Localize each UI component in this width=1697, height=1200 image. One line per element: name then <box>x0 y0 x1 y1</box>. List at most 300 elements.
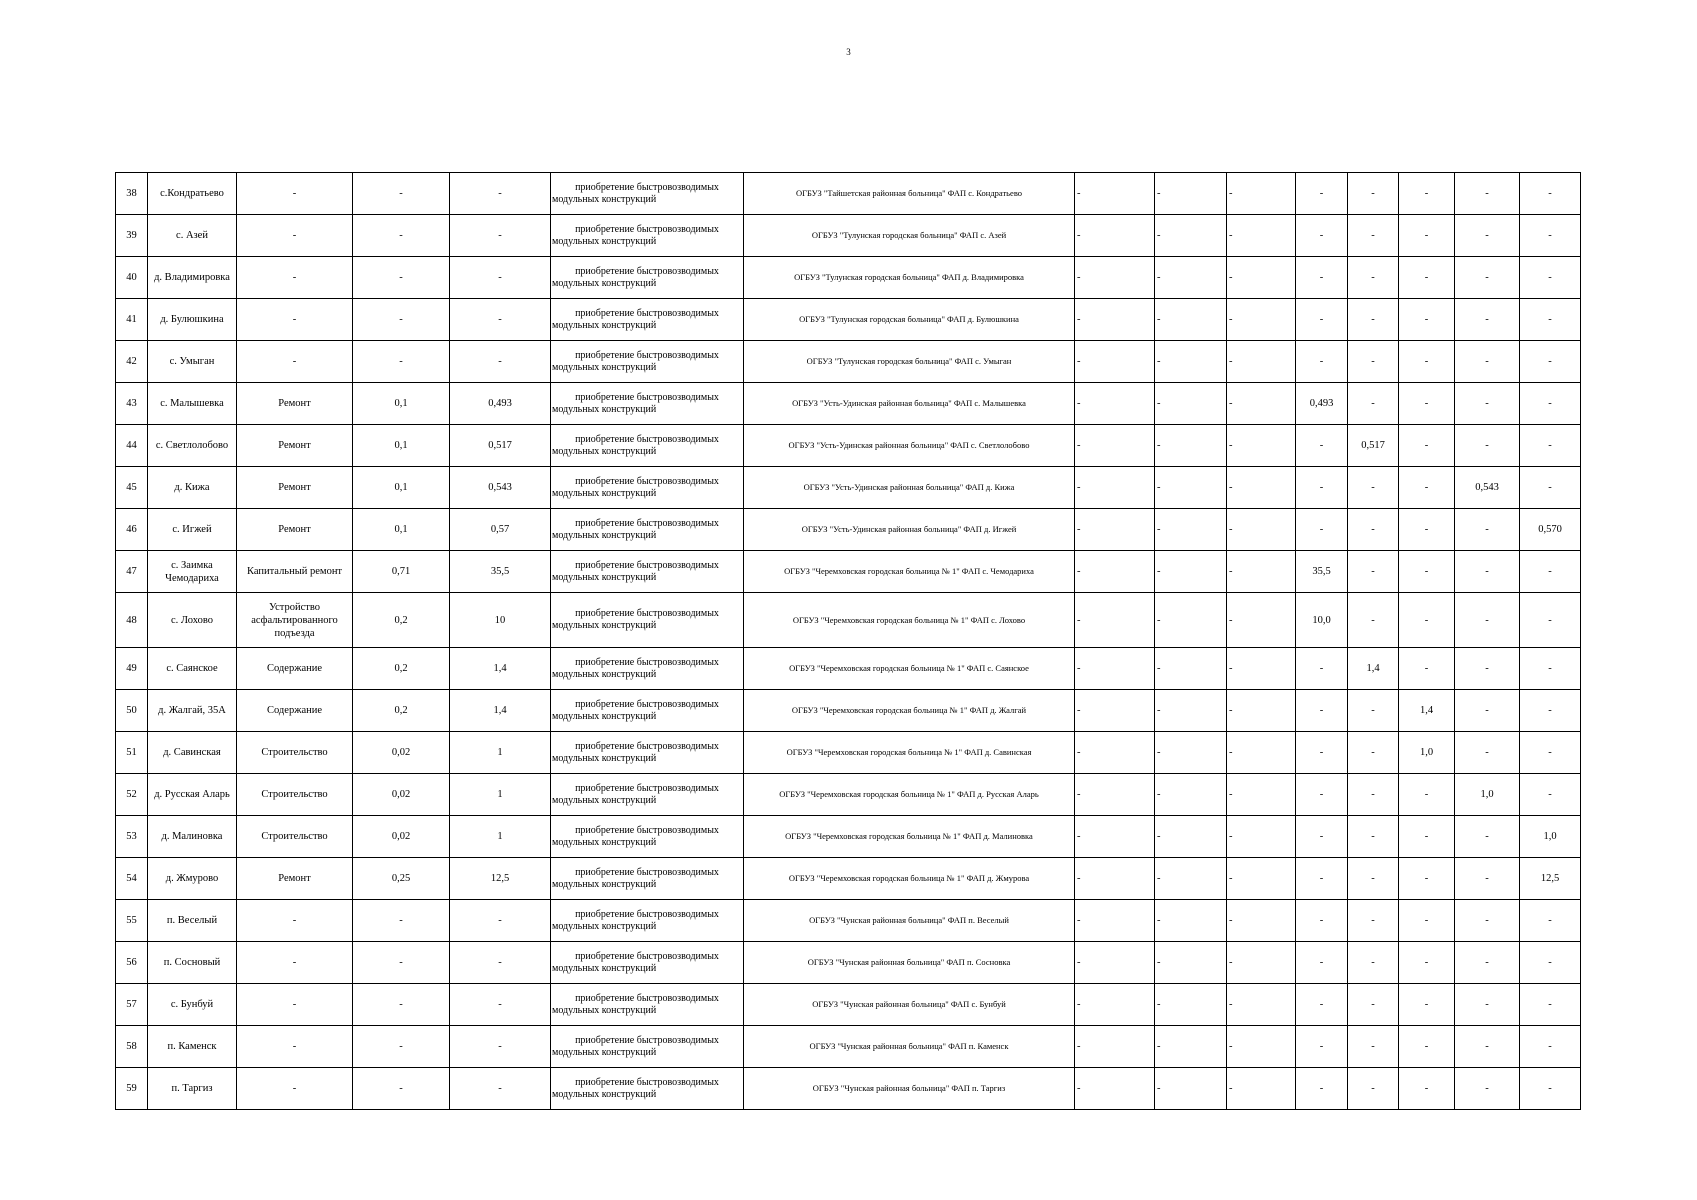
column-10-cell: - <box>1227 648 1296 690</box>
column-15-cell: - <box>1520 467 1581 509</box>
value-1-cell: - <box>353 341 450 383</box>
purpose-cell: приобретение быстровозводимых модульных конструкций <box>551 173 744 215</box>
purpose-cell: приобретение быстровозводимых модульных конструкций <box>551 648 744 690</box>
settlement-cell: п. Каменск <box>148 1026 237 1068</box>
column-10-cell: - <box>1227 299 1296 341</box>
organization-cell: ОГБУЗ "Тулунская городская больница" ФАП д. Владимировка <box>744 257 1075 299</box>
column-13-cell: - <box>1399 1068 1455 1110</box>
column-9-cell: - <box>1155 816 1227 858</box>
column-8-cell: - <box>1075 467 1155 509</box>
column-13-cell: - <box>1399 383 1455 425</box>
column-10-cell: - <box>1227 173 1296 215</box>
settlement-cell: п. Веселый <box>148 900 237 942</box>
table-row <box>116 257 1581 299</box>
column-8-cell: - <box>1075 383 1155 425</box>
column-14-cell: - <box>1455 648 1520 690</box>
work-type-cell: - <box>237 1068 353 1110</box>
value-1-cell: 0,25 <box>353 858 450 900</box>
table-row <box>116 215 1581 257</box>
column-15-cell: - <box>1520 383 1581 425</box>
column-13-cell: - <box>1399 816 1455 858</box>
column-13-cell: 1,0 <box>1399 732 1455 774</box>
settlement-cell: п. Таргиз <box>148 1068 237 1110</box>
value-1-cell: 0,2 <box>353 648 450 690</box>
table-row <box>116 858 1581 900</box>
column-14-cell: - <box>1455 383 1520 425</box>
column-13-cell: - <box>1399 774 1455 816</box>
column-11-cell: - <box>1296 900 1348 942</box>
column-10-cell: - <box>1227 383 1296 425</box>
column-10-cell: - <box>1227 467 1296 509</box>
column-11-cell: - <box>1296 816 1348 858</box>
value-2-cell: 35,5 <box>450 551 551 593</box>
column-14-cell: - <box>1455 900 1520 942</box>
column-14-cell: - <box>1455 732 1520 774</box>
column-15-cell: - <box>1520 257 1581 299</box>
column-10-cell: - <box>1227 858 1296 900</box>
table-row <box>116 425 1581 467</box>
table-row <box>116 1026 1581 1068</box>
column-9-cell: - <box>1155 732 1227 774</box>
column-9-cell: - <box>1155 299 1227 341</box>
row-number-cell: 41 <box>116 299 148 341</box>
column-9-cell: - <box>1155 257 1227 299</box>
column-9-cell: - <box>1155 690 1227 732</box>
column-11-cell: - <box>1296 1068 1348 1110</box>
organization-cell: ОГБУЗ "Черемховская городская больница № 1" ФАП д. Савинская <box>744 732 1075 774</box>
purpose-cell: приобретение быстровозводимых модульных конструкций <box>551 900 744 942</box>
column-9-cell: - <box>1155 858 1227 900</box>
organization-cell: ОГБУЗ "Чунская районная больница" ФАП с. Бунбуй <box>744 984 1075 1026</box>
column-8-cell: - <box>1075 257 1155 299</box>
work-type-cell: Капитальный ремонт <box>237 551 353 593</box>
row-number-cell: 58 <box>116 1026 148 1068</box>
organization-cell: ОГБУЗ "Черемховская городская больница № 1" ФАП д. Жмурова <box>744 858 1075 900</box>
row-number-cell: 38 <box>116 173 148 215</box>
work-type-cell: Содержание <box>237 690 353 732</box>
value-2-cell: - <box>450 341 551 383</box>
value-1-cell: 0,2 <box>353 690 450 732</box>
column-9-cell: - <box>1155 215 1227 257</box>
row-number-cell: 59 <box>116 1068 148 1110</box>
column-8-cell: - <box>1075 900 1155 942</box>
column-8-cell: - <box>1075 858 1155 900</box>
organization-cell: ОГБУЗ "Усть-Удинская районная больница" ФАП с. Светлолобово <box>744 425 1075 467</box>
column-14-cell: - <box>1455 509 1520 551</box>
column-9-cell: - <box>1155 774 1227 816</box>
purpose-cell: приобретение быстровозводимых модульных конструкций <box>551 593 744 648</box>
column-8-cell: - <box>1075 551 1155 593</box>
table-row <box>116 648 1581 690</box>
column-9-cell: - <box>1155 341 1227 383</box>
work-type-cell: Ремонт <box>237 467 353 509</box>
column-10-cell: - <box>1227 215 1296 257</box>
purpose-cell: приобретение быстровозводимых модульных конструкций <box>551 1026 744 1068</box>
column-15-cell: - <box>1520 299 1581 341</box>
column-12-cell: - <box>1348 1068 1399 1110</box>
column-8-cell: - <box>1075 299 1155 341</box>
value-2-cell: - <box>450 1068 551 1110</box>
purpose-cell: приобретение быстровозводимых модульных конструкций <box>551 690 744 732</box>
value-2-cell: - <box>450 942 551 984</box>
value-1-cell: - <box>353 900 450 942</box>
purpose-cell: приобретение быстровозводимых модульных конструкций <box>551 942 744 984</box>
row-number-cell: 43 <box>116 383 148 425</box>
table-row <box>116 774 1581 816</box>
column-14-cell: - <box>1455 173 1520 215</box>
column-10-cell: - <box>1227 257 1296 299</box>
column-13-cell: 1,4 <box>1399 690 1455 732</box>
column-9-cell: - <box>1155 467 1227 509</box>
column-15-cell: - <box>1520 732 1581 774</box>
purpose-cell: приобретение быстровозводимых модульных конструкций <box>551 425 744 467</box>
row-number-cell: 54 <box>116 858 148 900</box>
work-type-cell: - <box>237 215 353 257</box>
organization-cell: ОГБУЗ "Усть-Удинская районная больница" ФАП с. Малышевка <box>744 383 1075 425</box>
purpose-cell: приобретение быстровозводимых модульных конструкций <box>551 467 744 509</box>
settlement-cell: с. Игжей <box>148 509 237 551</box>
work-type-cell: - <box>237 942 353 984</box>
settlement-cell: д. Булюшкина <box>148 299 237 341</box>
row-number-cell: 56 <box>116 942 148 984</box>
column-13-cell: - <box>1399 942 1455 984</box>
settlement-cell: с. Бунбуй <box>148 984 237 1026</box>
column-11-cell: - <box>1296 648 1348 690</box>
purpose-cell: приобретение быстровозводимых модульных конструкций <box>551 215 744 257</box>
column-11-cell: 10,0 <box>1296 593 1348 648</box>
column-12-cell: - <box>1348 774 1399 816</box>
value-1-cell: 0,02 <box>353 816 450 858</box>
work-type-cell: Строительство <box>237 816 353 858</box>
settlement-cell: с. Заимка Чемодариха <box>148 551 237 593</box>
column-13-cell: - <box>1399 257 1455 299</box>
column-13-cell: - <box>1399 900 1455 942</box>
column-11-cell: - <box>1296 942 1348 984</box>
column-11-cell: - <box>1296 341 1348 383</box>
value-2-cell: 0,493 <box>450 383 551 425</box>
column-11-cell: - <box>1296 425 1348 467</box>
value-2-cell: 0,517 <box>450 425 551 467</box>
column-9-cell: - <box>1155 383 1227 425</box>
purpose-cell: приобретение быстровозводимых модульных конструкций <box>551 774 744 816</box>
column-11-cell: 0,493 <box>1296 383 1348 425</box>
settlement-cell: д. Владимировка <box>148 257 237 299</box>
column-8-cell: - <box>1075 1068 1155 1110</box>
column-15-cell: - <box>1520 1026 1581 1068</box>
column-11-cell: - <box>1296 257 1348 299</box>
purpose-cell: приобретение быстровозводимых модульных конструкций <box>551 816 744 858</box>
settlement-cell: п. Сосновый <box>148 942 237 984</box>
column-15-cell: - <box>1520 215 1581 257</box>
settlement-cell: с. Лохово <box>148 593 237 648</box>
table-row <box>116 509 1581 551</box>
column-11-cell: - <box>1296 467 1348 509</box>
organization-cell: ОГБУЗ "Тайшетская районная больница" ФАП с. Кондратьево <box>744 173 1075 215</box>
table-row <box>116 383 1581 425</box>
column-8-cell: - <box>1075 593 1155 648</box>
column-12-cell: - <box>1348 509 1399 551</box>
organization-cell: ОГБУЗ "Усть-Удинская районная больница" ФАП д. Кижа <box>744 467 1075 509</box>
purpose-cell: приобретение быстровозводимых модульных конструкций <box>551 1068 744 1110</box>
work-type-cell: Строительство <box>237 774 353 816</box>
column-10-cell: - <box>1227 816 1296 858</box>
column-12-cell: - <box>1348 383 1399 425</box>
column-10-cell: - <box>1227 1068 1296 1110</box>
settlement-cell: с. Светлолобово <box>148 425 237 467</box>
value-2-cell: 12,5 <box>450 858 551 900</box>
work-type-cell: - <box>237 1026 353 1068</box>
settlement-cell: с. Малышевка <box>148 383 237 425</box>
organization-cell: ОГБУЗ "Тулунская городская больница" ФАП с. Умыган <box>744 341 1075 383</box>
work-type-cell: Ремонт <box>237 383 353 425</box>
row-number-cell: 57 <box>116 984 148 1026</box>
column-10-cell: - <box>1227 509 1296 551</box>
column-10-cell: - <box>1227 425 1296 467</box>
value-2-cell: 0,57 <box>450 509 551 551</box>
settlement-cell: д. Кижа <box>148 467 237 509</box>
column-9-cell: - <box>1155 593 1227 648</box>
value-1-cell: - <box>353 1068 450 1110</box>
column-13-cell: - <box>1399 648 1455 690</box>
column-14-cell: - <box>1455 816 1520 858</box>
column-10-cell: - <box>1227 593 1296 648</box>
column-8-cell: - <box>1075 173 1155 215</box>
column-9-cell: - <box>1155 1026 1227 1068</box>
column-13-cell: - <box>1399 1026 1455 1068</box>
column-9-cell: - <box>1155 984 1227 1026</box>
column-10-cell: - <box>1227 551 1296 593</box>
column-14-cell: - <box>1455 341 1520 383</box>
work-type-cell: - <box>237 299 353 341</box>
column-11-cell: - <box>1296 509 1348 551</box>
column-13-cell: - <box>1399 215 1455 257</box>
column-11-cell: - <box>1296 299 1348 341</box>
value-2-cell: 1,4 <box>450 648 551 690</box>
column-10-cell: - <box>1227 984 1296 1026</box>
work-type-cell: - <box>237 900 353 942</box>
settlement-cell: с. Азей <box>148 215 237 257</box>
value-2-cell: 1,4 <box>450 690 551 732</box>
row-number-cell: 53 <box>116 816 148 858</box>
column-12-cell: - <box>1348 173 1399 215</box>
column-12-cell: - <box>1348 690 1399 732</box>
organization-cell: ОГБУЗ "Чунская районная больница" ФАП п. Веселый <box>744 900 1075 942</box>
column-14-cell: - <box>1455 858 1520 900</box>
value-2-cell: - <box>450 215 551 257</box>
value-1-cell: - <box>353 1026 450 1068</box>
purpose-cell: приобретение быстровозводимых модульных конструкций <box>551 984 744 1026</box>
row-number-cell: 49 <box>116 648 148 690</box>
column-8-cell: - <box>1075 732 1155 774</box>
row-number-cell: 51 <box>116 732 148 774</box>
work-type-cell: Ремонт <box>237 425 353 467</box>
work-type-cell: - <box>237 257 353 299</box>
settlement-cell: д. Жалгай, 35А <box>148 690 237 732</box>
column-8-cell: - <box>1075 648 1155 690</box>
value-2-cell: - <box>450 299 551 341</box>
column-12-cell: - <box>1348 299 1399 341</box>
value-1-cell: - <box>353 173 450 215</box>
column-10-cell: - <box>1227 942 1296 984</box>
value-1-cell: - <box>353 299 450 341</box>
work-type-cell: Строительство <box>237 732 353 774</box>
value-2-cell: - <box>450 173 551 215</box>
value-1-cell: 0,02 <box>353 732 450 774</box>
column-14-cell: - <box>1455 551 1520 593</box>
settlement-cell: д. Русская Аларь <box>148 774 237 816</box>
column-8-cell: - <box>1075 509 1155 551</box>
column-12-cell: - <box>1348 593 1399 648</box>
work-type-cell: Устройство асфальтированного подъезда <box>237 593 353 648</box>
column-15-cell: - <box>1520 900 1581 942</box>
column-12-cell: - <box>1348 732 1399 774</box>
value-2-cell: 1 <box>450 774 551 816</box>
value-2-cell: - <box>450 984 551 1026</box>
column-12-cell: - <box>1348 467 1399 509</box>
row-number-cell: 40 <box>116 257 148 299</box>
column-15-cell: - <box>1520 942 1581 984</box>
work-type-cell: - <box>237 984 353 1026</box>
column-12-cell: 0,517 <box>1348 425 1399 467</box>
column-13-cell: - <box>1399 593 1455 648</box>
purpose-cell: приобретение быстровозводимых модульных конструкций <box>551 299 744 341</box>
column-11-cell: - <box>1296 984 1348 1026</box>
value-1-cell: - <box>353 942 450 984</box>
column-13-cell: - <box>1399 984 1455 1026</box>
column-12-cell: - <box>1348 1026 1399 1068</box>
settlement-cell: с. Саянское <box>148 648 237 690</box>
column-14-cell: - <box>1455 425 1520 467</box>
organization-cell: ОГБУЗ "Чунская районная больница" ФАП п. Каменск <box>744 1026 1075 1068</box>
column-13-cell: - <box>1399 173 1455 215</box>
settlement-cell: д. Малиновка <box>148 816 237 858</box>
value-1-cell: 0,1 <box>353 509 450 551</box>
purpose-cell: приобретение быстровозводимых модульных конструкций <box>551 732 744 774</box>
value-2-cell: 1 <box>450 816 551 858</box>
page-number: 3 <box>846 47 851 57</box>
settlement-cell: д. Савинская <box>148 732 237 774</box>
column-9-cell: - <box>1155 425 1227 467</box>
column-12-cell: - <box>1348 816 1399 858</box>
row-number-cell: 48 <box>116 593 148 648</box>
column-11-cell: - <box>1296 1026 1348 1068</box>
value-2-cell: 1 <box>450 732 551 774</box>
table-row <box>116 1068 1581 1110</box>
table-row <box>116 942 1581 984</box>
value-1-cell: 0,02 <box>353 774 450 816</box>
column-9-cell: - <box>1155 900 1227 942</box>
column-14-cell: - <box>1455 215 1520 257</box>
purpose-cell: приобретение быстровозводимых модульных конструкций <box>551 341 744 383</box>
column-14-cell: - <box>1455 942 1520 984</box>
table-row <box>116 299 1581 341</box>
column-15-cell: - <box>1520 341 1581 383</box>
column-9-cell: - <box>1155 509 1227 551</box>
column-13-cell: - <box>1399 341 1455 383</box>
table-body <box>116 173 1581 1110</box>
table-row <box>116 816 1581 858</box>
row-number-cell: 55 <box>116 900 148 942</box>
column-15-cell: 0,570 <box>1520 509 1581 551</box>
purpose-cell: приобретение быстровозводимых модульных конструкций <box>551 509 744 551</box>
column-12-cell: - <box>1348 551 1399 593</box>
column-11-cell: - <box>1296 774 1348 816</box>
column-9-cell: - <box>1155 648 1227 690</box>
work-type-cell: Ремонт <box>237 509 353 551</box>
column-13-cell: - <box>1399 858 1455 900</box>
value-2-cell: - <box>450 1026 551 1068</box>
column-11-cell: - <box>1296 858 1348 900</box>
organization-cell: ОГБУЗ "Черемховская городская больница № 1" ФАП с. Чемодариха <box>744 551 1075 593</box>
column-9-cell: - <box>1155 551 1227 593</box>
column-8-cell: - <box>1075 1026 1155 1068</box>
column-12-cell: 1,4 <box>1348 648 1399 690</box>
settlement-cell: с.Кондратьево <box>148 173 237 215</box>
column-11-cell: - <box>1296 690 1348 732</box>
column-12-cell: - <box>1348 942 1399 984</box>
table-row <box>116 341 1581 383</box>
column-8-cell: - <box>1075 425 1155 467</box>
work-type-cell: - <box>237 173 353 215</box>
column-10-cell: - <box>1227 732 1296 774</box>
row-number-cell: 39 <box>116 215 148 257</box>
column-15-cell: - <box>1520 984 1581 1026</box>
value-1-cell: - <box>353 257 450 299</box>
column-14-cell: - <box>1455 690 1520 732</box>
value-1-cell: - <box>353 215 450 257</box>
column-10-cell: - <box>1227 341 1296 383</box>
column-15-cell: - <box>1520 425 1581 467</box>
column-14-cell: 1,0 <box>1455 774 1520 816</box>
row-number-cell: 52 <box>116 774 148 816</box>
column-10-cell: - <box>1227 690 1296 732</box>
column-14-cell: - <box>1455 257 1520 299</box>
column-8-cell: - <box>1075 690 1155 732</box>
value-1-cell: 0,1 <box>353 383 450 425</box>
column-13-cell: - <box>1399 425 1455 467</box>
value-1-cell: 0,2 <box>353 593 450 648</box>
row-number-cell: 46 <box>116 509 148 551</box>
value-1-cell: 0,1 <box>353 425 450 467</box>
column-13-cell: - <box>1399 551 1455 593</box>
value-2-cell: 10 <box>450 593 551 648</box>
value-2-cell: 0,543 <box>450 467 551 509</box>
value-1-cell: - <box>353 984 450 1026</box>
column-8-cell: - <box>1075 774 1155 816</box>
column-14-cell: 0,543 <box>1455 467 1520 509</box>
column-15-cell: - <box>1520 593 1581 648</box>
column-15-cell: - <box>1520 1068 1581 1110</box>
column-9-cell: - <box>1155 173 1227 215</box>
column-15-cell: - <box>1520 173 1581 215</box>
column-13-cell: - <box>1399 467 1455 509</box>
column-15-cell: - <box>1520 551 1581 593</box>
column-15-cell: - <box>1520 774 1581 816</box>
work-type-cell: Ремонт <box>237 858 353 900</box>
table-row <box>116 690 1581 732</box>
column-8-cell: - <box>1075 816 1155 858</box>
purpose-cell: приобретение быстровозводимых модульных конструкций <box>551 858 744 900</box>
column-14-cell: - <box>1455 1068 1520 1110</box>
column-12-cell: - <box>1348 341 1399 383</box>
column-8-cell: - <box>1075 942 1155 984</box>
column-10-cell: - <box>1227 774 1296 816</box>
row-number-cell: 47 <box>116 551 148 593</box>
row-number-cell: 44 <box>116 425 148 467</box>
column-11-cell: - <box>1296 173 1348 215</box>
purpose-cell: приобретение быстровозводимых модульных конструкций <box>551 551 744 593</box>
column-11-cell: - <box>1296 215 1348 257</box>
